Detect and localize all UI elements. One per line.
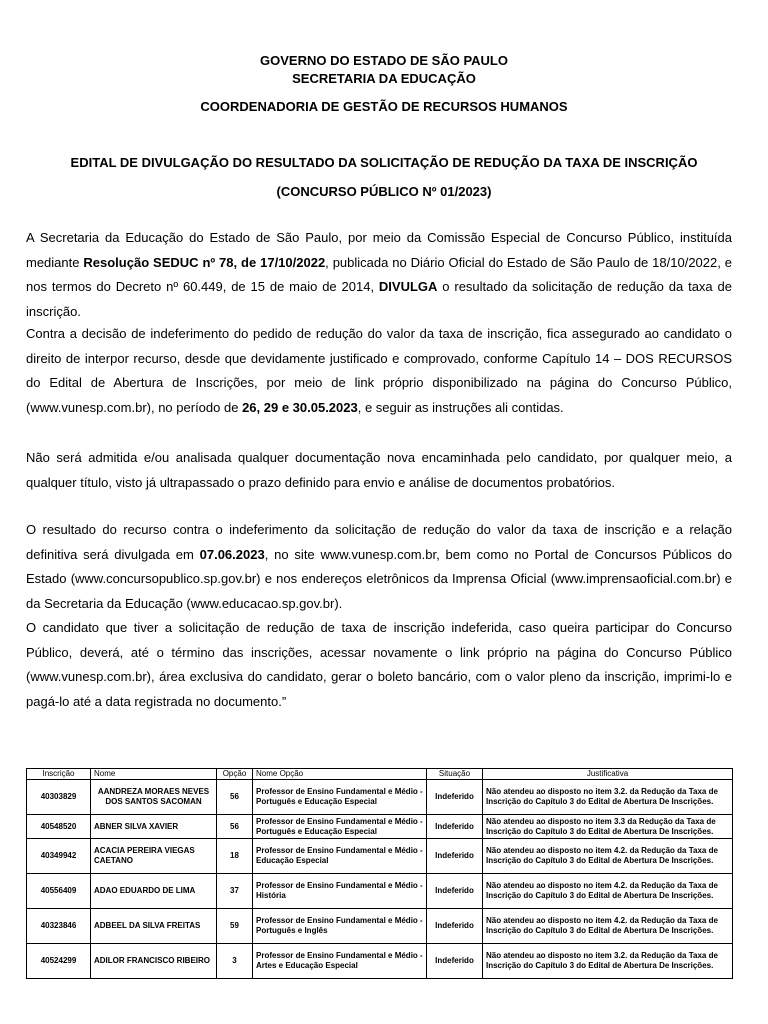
header-nome-opcao: Nome Opção [253,769,427,780]
paragraph-appeal [26,322,732,420]
table-row [27,874,733,909]
cell-inscricao: 40303829 [27,780,91,815]
header-secretariat: SECRETARIA DA EDUCAÇÃO [292,71,476,86]
header-nome: Nome [91,769,217,780]
paragraph-intro-text-3: o resultado da solicitação de redução da taxa de inscrição. [26,279,732,319]
edital-title-line1: EDITAL DE DIVULGAÇÃO DO RESULTADO DA SOLICITAÇÃO DE REDUÇÃO DA TAXA DE INSCRIÇÃO [70,155,698,170]
paragraph-intro-text: A Secretaria da Educação do Estado de São Paulo, por meio da Comissão Especial de Concurso Público, instituída mediante [26,230,732,270]
divulga-keyword: DIVULGA [378,279,438,294]
header-inscricao: Inscrição [27,769,91,780]
cell-nome: ABNER SILVA XAVIER [91,815,217,839]
cell-opcao: 59 [217,909,253,944]
cell-situacao: Indeferido [427,874,483,909]
cell-opcao: 56 [217,815,253,839]
cell-inscricao: 40349942 [27,839,91,874]
document-header [0,52,768,116]
cell-nome: ACACIA PEREIRA VIEGAS CAETANO [91,839,217,874]
result-release-date: 07.06.2023 [199,546,265,562]
cell-nome-opcao: Professor de Ensino Fundamental e Médio - Português e Educação Especial [253,815,427,839]
cell-justificativa: Não atendeu ao disposto no item 3.3 da Redução da Taxa de Inscrição do Capítulo 3 do Edital de Abertura De Inscrições. [483,815,733,839]
cell-inscricao: 40323846 [27,909,91,944]
header-coordination: COORDENADORIA DE GESTÃO DE RECURSOS HUMANOS [200,99,568,114]
paragraph-result-text-2: , no site www.vunesp.com.br, bem como no Portal de Concursos Públicos do Estado (www.concursopublico.sp.gov.br) e nos endereços eletrônicos da Imprensa Oficial (www.imprensaoficial.com.br) e da Secretaria da Educação (www.educacao.sp.gov.br). [26,546,732,611]
cell-situacao: Indeferido [427,780,483,815]
cell-inscricao: 40548520 [27,815,91,839]
table-header-row [27,769,733,780]
cell-nome: AANDREZA MORAES NEVES DOS SANTOS SACOMAN [91,780,217,815]
paragraph-payment-instructions: O candidato que tiver a solicitação de redução de taxa de inscrição indeferida, caso queira participar do Concurso Público, deverá, até o término das inscrições, acessar novamente o link próprio na página do Concurso Público (www.vunesp.com.br), área exclusiva do candidato, gerar o boleto bancário, com o valor pleno da inscrição, imprimi-lo e pagá-lo até a data registrada no documento.” [26,620,732,709]
table-row [27,909,733,944]
cell-justificativa: Não atendeu ao disposto no item 4.2. da Redução da Taxa de Inscrição do Capítulo 3 do Edital de Abertura De Inscrições. [483,874,733,909]
table-row [27,815,733,839]
cell-situacao: Indeferido [427,944,483,979]
paragraph-appeal-text: Contra a decisão de indeferimento do pedido de redução do valor da taxa de inscrição, fica assegurado ao candidato o direito de interpor recurso, desde que devidamente justificado e comprovado, conforme Capítulo 14 – DOS RECURSOS do Edital de Abertura de Inscrições, por meio de link próprio disponibilizado na página do Concurso Público, (www.vunesp.com.br), no período de [26,326,732,415]
edital-title [0,148,768,206]
header-opcao: Opção [217,769,253,780]
table-row [27,839,733,874]
cell-opcao: 18 [217,839,253,874]
cell-nome-opcao: Professor de Ensino Fundamental e Médio - Português e Educação Especial [253,780,427,815]
cell-nome-opcao: Professor de Ensino Fundamental e Médio - História [253,874,427,909]
cell-justificativa: Não atendeu ao disposto no item 3.2. da Redução da Taxa de Inscrição do Capítulo 3 do Edital de Abertura De Inscrições. [483,780,733,815]
cell-nome-opcao: Professor de Ensino Fundamental e Médio - Educação Especial [253,839,427,874]
header-government: GOVERNO DO ESTADO DE SÃO PAULO [260,53,508,68]
paragraph-intro [26,226,732,324]
table-row [27,944,733,979]
cell-inscricao: 40556409 [27,874,91,909]
appeal-dates: 26, 29 e 30.05.2023 [242,399,358,415]
cell-situacao: Indeferido [427,909,483,944]
paragraph-appeal-text-2: , e seguir as instruções ali contidas. [357,399,564,415]
cell-justificativa: Não atendeu ao disposto no item 3.2. da Redução da Taxa de Inscrição do Capítulo 3 do Edital de Abertura De Inscrições. [483,944,733,979]
cell-nome-opcao: Professor de Ensino Fundamental e Médio - Artes e Educação Especial [253,944,427,979]
table-row [27,780,733,815]
paragraph-intro-text-2: , publicada no Diário Oficial do Estado de São Paulo de 18/10/2022, e nos termos do Decreto nº 60.449, de 15 de maio de 2014, [26,254,732,294]
header-justificativa: Justificativa [483,769,733,780]
paragraph-result-release [26,518,732,616]
cell-nome-opcao: Professor de Ensino Fundamental e Médio - Português e Inglês [253,909,427,944]
paragraph-no-new-docs: Não será admitida e/ou analisada qualquer documentação nova encaminhada pelo candidato, por qualquer meio, a qualquer título, visto já ultrapassado o prazo definido para envio e análise de documentos probatórios. [26,450,732,490]
paragraph-result-text: O resultado do recurso contra o indeferimento da solicitação de redução do valor da taxa de inscrição e a relação definitiva será divulgada em [26,522,732,562]
cell-opcao: 37 [217,874,253,909]
cell-inscricao: 40524299 [27,944,91,979]
results-table [26,768,733,979]
cell-nome: ADAO EDUARDO DE LIMA [91,874,217,909]
cell-nome: ADBEEL DA SILVA FREITAS [91,909,217,944]
cell-nome: ADILOR FRANCISCO RIBEIRO [91,944,217,979]
cell-situacao: Indeferido [427,839,483,874]
cell-situacao: Indeferido [427,815,483,839]
header-situacao: Situação [427,769,483,780]
resolution-reference: Resolução SEDUC nº 78, de 17/10/2022 [83,254,326,270]
cell-justificativa: Não atendeu ao disposto no item 4.2. da Redução da Taxa de Inscrição do Capítulo 3 do Edital de Abertura De Inscrições. [483,909,733,944]
cell-opcao: 3 [217,944,253,979]
cell-opcao: 56 [217,780,253,815]
cell-justificativa: Não atendeu ao disposto no item 4.2. da Redução da Taxa de Inscrição do Capítulo 3 do Edital de Abertura De Inscrições. [483,839,733,874]
edital-title-line2: (CONCURSO PÚBLICO Nº 01/2023) [276,184,492,199]
